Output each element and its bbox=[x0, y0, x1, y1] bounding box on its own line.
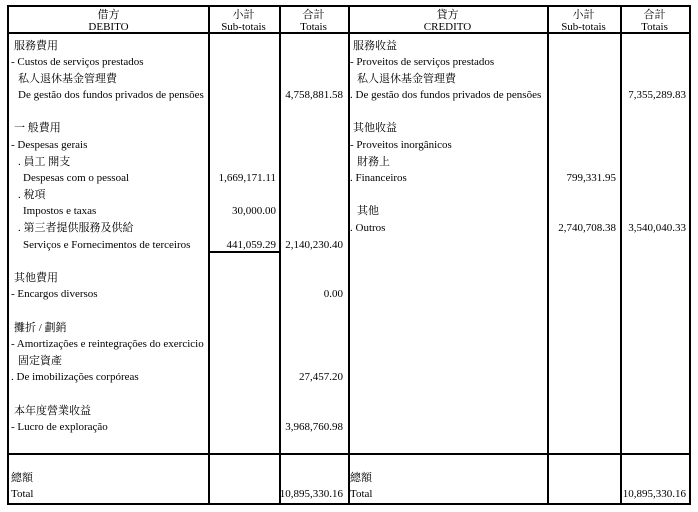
table-row bbox=[9, 104, 348, 121]
table-row bbox=[348, 286, 689, 303]
debit-total-header-pt: Totais bbox=[300, 20, 327, 33]
row-subtotal bbox=[547, 403, 620, 420]
row-subtotal bbox=[547, 369, 620, 386]
row-subtotal: 441,059.29 bbox=[208, 237, 279, 254]
row-total: 27,457.20 bbox=[299, 371, 343, 384]
grand-total-value: 10,895,330.16 bbox=[279, 487, 343, 500]
row-total bbox=[620, 270, 689, 287]
total-label-cn: 總額 bbox=[350, 472, 372, 484]
debit-subtotal-header bbox=[208, 10, 279, 32]
table-row bbox=[348, 154, 689, 171]
row-subtotal bbox=[547, 286, 620, 303]
credit-subtotal-header-pt: Sub-totais bbox=[561, 20, 606, 33]
table-row bbox=[348, 71, 689, 88]
credit-total-row bbox=[348, 456, 689, 502]
table-row bbox=[348, 253, 689, 270]
row-label: - Proveitos de serviços prestados bbox=[350, 56, 495, 69]
table-row bbox=[9, 71, 348, 88]
row-label: 私人退休基金管理費 bbox=[18, 72, 117, 85]
table-row bbox=[348, 369, 689, 386]
row-subtotal bbox=[208, 120, 279, 137]
row-label: 攤折 / 劃銷 bbox=[14, 321, 67, 334]
row-total bbox=[620, 419, 689, 436]
row-subtotal bbox=[547, 203, 620, 220]
row-subtotal bbox=[547, 137, 620, 154]
row-total bbox=[279, 154, 348, 171]
account-table bbox=[7, 5, 691, 505]
row-label: - Encargos diversos bbox=[11, 288, 98, 301]
row-subtotal bbox=[208, 137, 279, 154]
row-total bbox=[620, 104, 689, 121]
credit-header-pt: CREDITO bbox=[423, 20, 472, 33]
row-label: - Despesas gerais bbox=[11, 139, 88, 152]
row-total: 0.00 bbox=[323, 288, 343, 301]
row-subtotal bbox=[547, 187, 620, 204]
row-total bbox=[279, 320, 348, 337]
table-row bbox=[348, 270, 689, 287]
row-subtotal bbox=[208, 154, 279, 171]
row-label: 一 般費用 bbox=[14, 122, 61, 135]
row-subtotal bbox=[208, 419, 279, 436]
table-row bbox=[348, 54, 689, 71]
debit-column-header bbox=[9, 10, 208, 32]
row-total bbox=[620, 54, 689, 71]
total-subtotal-empty bbox=[208, 471, 279, 487]
table-row bbox=[9, 38, 348, 55]
row-total bbox=[279, 187, 348, 204]
row-subtotal bbox=[208, 369, 279, 386]
table-row bbox=[9, 220, 348, 237]
table-row bbox=[348, 38, 689, 55]
row-label: 其他收益 bbox=[353, 122, 397, 135]
row-total bbox=[279, 137, 348, 154]
row-label: - Proveitos inorgânicos bbox=[350, 139, 452, 152]
row-label bbox=[348, 104, 547, 121]
total-subtotal-empty bbox=[208, 487, 279, 503]
row-subtotal bbox=[547, 38, 620, 55]
debit-header-cn: 借方 bbox=[97, 9, 120, 21]
row-label: 私人退休基金管理費 bbox=[357, 72, 456, 85]
row-total bbox=[279, 170, 348, 187]
row-subtotal bbox=[547, 253, 620, 270]
table-row bbox=[9, 137, 348, 154]
row-subtotal bbox=[547, 104, 620, 121]
table-row bbox=[9, 369, 348, 386]
row-total bbox=[279, 120, 348, 137]
row-total: 7,355,289.83 bbox=[628, 89, 686, 102]
credit-total-header-pt: Totais bbox=[641, 20, 668, 33]
row-label: - Lucro de exploração bbox=[11, 421, 108, 434]
row-total bbox=[620, 353, 689, 370]
row-label bbox=[348, 320, 547, 337]
row-subtotal bbox=[208, 187, 279, 204]
row-label: Despesas com o pessoal bbox=[23, 172, 130, 185]
table-row bbox=[348, 187, 689, 204]
row-subtotal bbox=[208, 303, 279, 320]
row-subtotal bbox=[208, 38, 279, 55]
debit-total-header bbox=[279, 10, 348, 32]
row-label bbox=[348, 419, 547, 436]
total-subtotal-empty bbox=[547, 487, 620, 503]
row-label bbox=[9, 253, 208, 270]
table-row bbox=[348, 386, 689, 403]
row-label bbox=[9, 436, 208, 453]
table-row bbox=[348, 87, 689, 104]
row-subtotal bbox=[547, 54, 620, 71]
credit-total-header-cn: 合計 bbox=[643, 9, 666, 21]
row-total bbox=[620, 320, 689, 337]
row-total bbox=[620, 187, 689, 204]
total-subtotal-empty bbox=[547, 471, 620, 487]
row-subtotal bbox=[547, 419, 620, 436]
row-total bbox=[620, 120, 689, 137]
row-subtotal bbox=[208, 336, 279, 353]
row-total bbox=[279, 54, 348, 71]
table-row bbox=[9, 170, 348, 187]
row-subtotal bbox=[547, 353, 620, 370]
row-label: . Outros bbox=[350, 222, 386, 235]
row-label bbox=[348, 303, 547, 320]
table-row bbox=[9, 87, 348, 104]
table-row bbox=[348, 203, 689, 220]
row-label bbox=[348, 286, 547, 303]
credit-subtotal-header bbox=[547, 10, 620, 32]
debit-subtotal-header-cn: 小計 bbox=[232, 9, 255, 21]
debit-body bbox=[9, 34, 348, 453]
row-label: 服務收益 bbox=[353, 39, 397, 52]
row-label bbox=[9, 386, 208, 403]
table-row bbox=[9, 154, 348, 171]
row-label bbox=[348, 187, 547, 204]
row-label: 服務費用 bbox=[14, 39, 58, 52]
row-total bbox=[620, 38, 689, 55]
table-row bbox=[9, 237, 348, 254]
debit-total-row bbox=[9, 456, 348, 502]
table-row bbox=[9, 403, 348, 420]
row-label: - Custos de serviços prestados bbox=[11, 56, 144, 69]
row-total bbox=[279, 436, 348, 453]
table-row bbox=[348, 170, 689, 187]
table-row bbox=[9, 203, 348, 220]
table-row bbox=[348, 220, 689, 237]
total-label-cn: 總額 bbox=[11, 472, 33, 484]
row-subtotal bbox=[547, 120, 620, 137]
row-total bbox=[620, 286, 689, 303]
row-subtotal bbox=[208, 386, 279, 403]
row-total: 4,758,881.58 bbox=[285, 89, 343, 102]
row-total bbox=[620, 369, 689, 386]
total-label-pt: Total bbox=[11, 487, 34, 500]
row-total bbox=[620, 336, 689, 353]
row-subtotal bbox=[547, 320, 620, 337]
row-total: 3,968,760.98 bbox=[285, 421, 343, 434]
row-label: . 員工 開支 bbox=[18, 155, 71, 168]
row-label bbox=[348, 336, 547, 353]
table-row bbox=[9, 54, 348, 71]
row-subtotal bbox=[208, 253, 279, 270]
table-row bbox=[348, 403, 689, 420]
row-total bbox=[279, 386, 348, 403]
total-value-empty bbox=[279, 471, 348, 487]
table-row bbox=[348, 104, 689, 121]
row-subtotal bbox=[547, 436, 620, 453]
row-total bbox=[279, 38, 348, 55]
row-label: Impostos e taxas bbox=[23, 205, 97, 218]
total-value-empty bbox=[620, 471, 689, 487]
row-label: 財務上 bbox=[357, 155, 390, 168]
row-subtotal bbox=[208, 286, 279, 303]
row-total bbox=[279, 270, 348, 287]
row-label: . Financeiros bbox=[350, 172, 407, 185]
row-label bbox=[348, 403, 547, 420]
row-total: 2,140,230.40 bbox=[285, 238, 343, 251]
credit-header-cn: 貸方 bbox=[436, 9, 459, 21]
row-label bbox=[348, 270, 547, 287]
credit-subtotal-header-cn: 小計 bbox=[572, 9, 595, 21]
table-row bbox=[9, 386, 348, 403]
table-row bbox=[9, 120, 348, 137]
row-label: 本年度營業收益 bbox=[14, 404, 91, 417]
row-total bbox=[620, 403, 689, 420]
row-total bbox=[279, 220, 348, 237]
row-subtotal bbox=[547, 237, 620, 254]
row-total bbox=[620, 203, 689, 220]
row-label: 固定資產 bbox=[18, 354, 62, 367]
row-total bbox=[279, 336, 348, 353]
row-subtotal bbox=[547, 154, 620, 171]
table-row bbox=[348, 320, 689, 337]
row-label: . De gestão dos fundos privados de pensões bbox=[350, 89, 542, 102]
row-subtotal bbox=[547, 270, 620, 287]
row-label: 其他 bbox=[357, 205, 379, 218]
row-total bbox=[620, 237, 689, 254]
row-subtotal bbox=[208, 436, 279, 453]
row-total: 3,540,040.33 bbox=[628, 222, 686, 235]
row-total bbox=[620, 137, 689, 154]
row-subtotal bbox=[547, 71, 620, 88]
table-row bbox=[348, 120, 689, 137]
row-subtotal: 30,000.00 bbox=[232, 205, 276, 218]
row-total bbox=[279, 303, 348, 320]
totals-divider bbox=[9, 453, 689, 455]
total-label-pt: Total bbox=[350, 487, 373, 500]
row-label: . 第三者提供服務及供給 bbox=[18, 222, 134, 235]
row-total bbox=[279, 71, 348, 88]
row-subtotal bbox=[208, 104, 279, 121]
row-label: 其他費用 bbox=[14, 271, 58, 284]
debit-header-pt: DEBITO bbox=[88, 20, 129, 33]
table-row bbox=[348, 237, 689, 254]
row-subtotal bbox=[208, 87, 279, 104]
row-subtotal bbox=[208, 403, 279, 420]
row-subtotal bbox=[208, 353, 279, 370]
credit-body bbox=[348, 34, 689, 453]
row-total bbox=[620, 170, 689, 187]
table-row bbox=[9, 187, 348, 204]
row-total bbox=[620, 303, 689, 320]
row-subtotal bbox=[208, 54, 279, 71]
row-label bbox=[348, 436, 547, 453]
row-subtotal bbox=[547, 386, 620, 403]
row-subtotal bbox=[208, 320, 279, 337]
row-total bbox=[620, 71, 689, 88]
row-label bbox=[348, 353, 547, 370]
row-subtotal: 2,740,708.38 bbox=[558, 222, 616, 235]
row-subtotal bbox=[547, 336, 620, 353]
credit-column-header bbox=[348, 10, 547, 32]
row-label: . 稅項 bbox=[18, 188, 46, 201]
row-total bbox=[620, 253, 689, 270]
row-total bbox=[279, 353, 348, 370]
table-row bbox=[9, 286, 348, 303]
row-label bbox=[348, 237, 547, 254]
row-label bbox=[9, 303, 208, 320]
table-row bbox=[348, 303, 689, 320]
row-subtotal bbox=[547, 303, 620, 320]
table-row bbox=[9, 270, 348, 287]
row-total bbox=[279, 203, 348, 220]
row-subtotal bbox=[547, 87, 620, 104]
table-row bbox=[9, 419, 348, 436]
debit-total-header-cn: 合計 bbox=[302, 9, 325, 21]
row-label bbox=[348, 369, 547, 386]
row-total bbox=[279, 104, 348, 121]
row-label bbox=[348, 386, 547, 403]
row-label bbox=[9, 104, 208, 121]
table-row bbox=[348, 353, 689, 370]
row-label: . De imobilizações corpóreas bbox=[11, 371, 139, 384]
row-total bbox=[279, 253, 348, 270]
row-total bbox=[279, 403, 348, 420]
row-subtotal: 1,669,171.11 bbox=[218, 172, 276, 185]
table-row bbox=[348, 336, 689, 353]
table-row bbox=[348, 419, 689, 436]
table-row bbox=[9, 253, 348, 270]
row-total bbox=[620, 386, 689, 403]
row-label bbox=[348, 253, 547, 270]
table-row bbox=[9, 336, 348, 353]
credit-total-header bbox=[620, 10, 689, 32]
row-total bbox=[620, 154, 689, 171]
table-row bbox=[9, 303, 348, 320]
row-label: De gestão dos fundos privados de pensões bbox=[18, 89, 204, 102]
row-total bbox=[620, 436, 689, 453]
row-label: - Amortizações e reintegrações do exercicio bbox=[11, 338, 204, 351]
row-subtotal bbox=[208, 220, 279, 237]
table-row bbox=[9, 353, 348, 370]
table-row bbox=[9, 320, 348, 337]
debit-subtotal-header-pt: Sub-totais bbox=[221, 20, 266, 33]
row-subtotal: 799,331.95 bbox=[566, 172, 616, 185]
grand-total-value: 10,895,330.16 bbox=[622, 487, 686, 500]
row-subtotal bbox=[208, 270, 279, 287]
table-row bbox=[348, 436, 689, 453]
row-label: Serviços e Fornecimentos de terceiros bbox=[23, 238, 191, 251]
row-subtotal bbox=[208, 71, 279, 88]
table-row bbox=[9, 436, 348, 453]
table-row bbox=[348, 137, 689, 154]
